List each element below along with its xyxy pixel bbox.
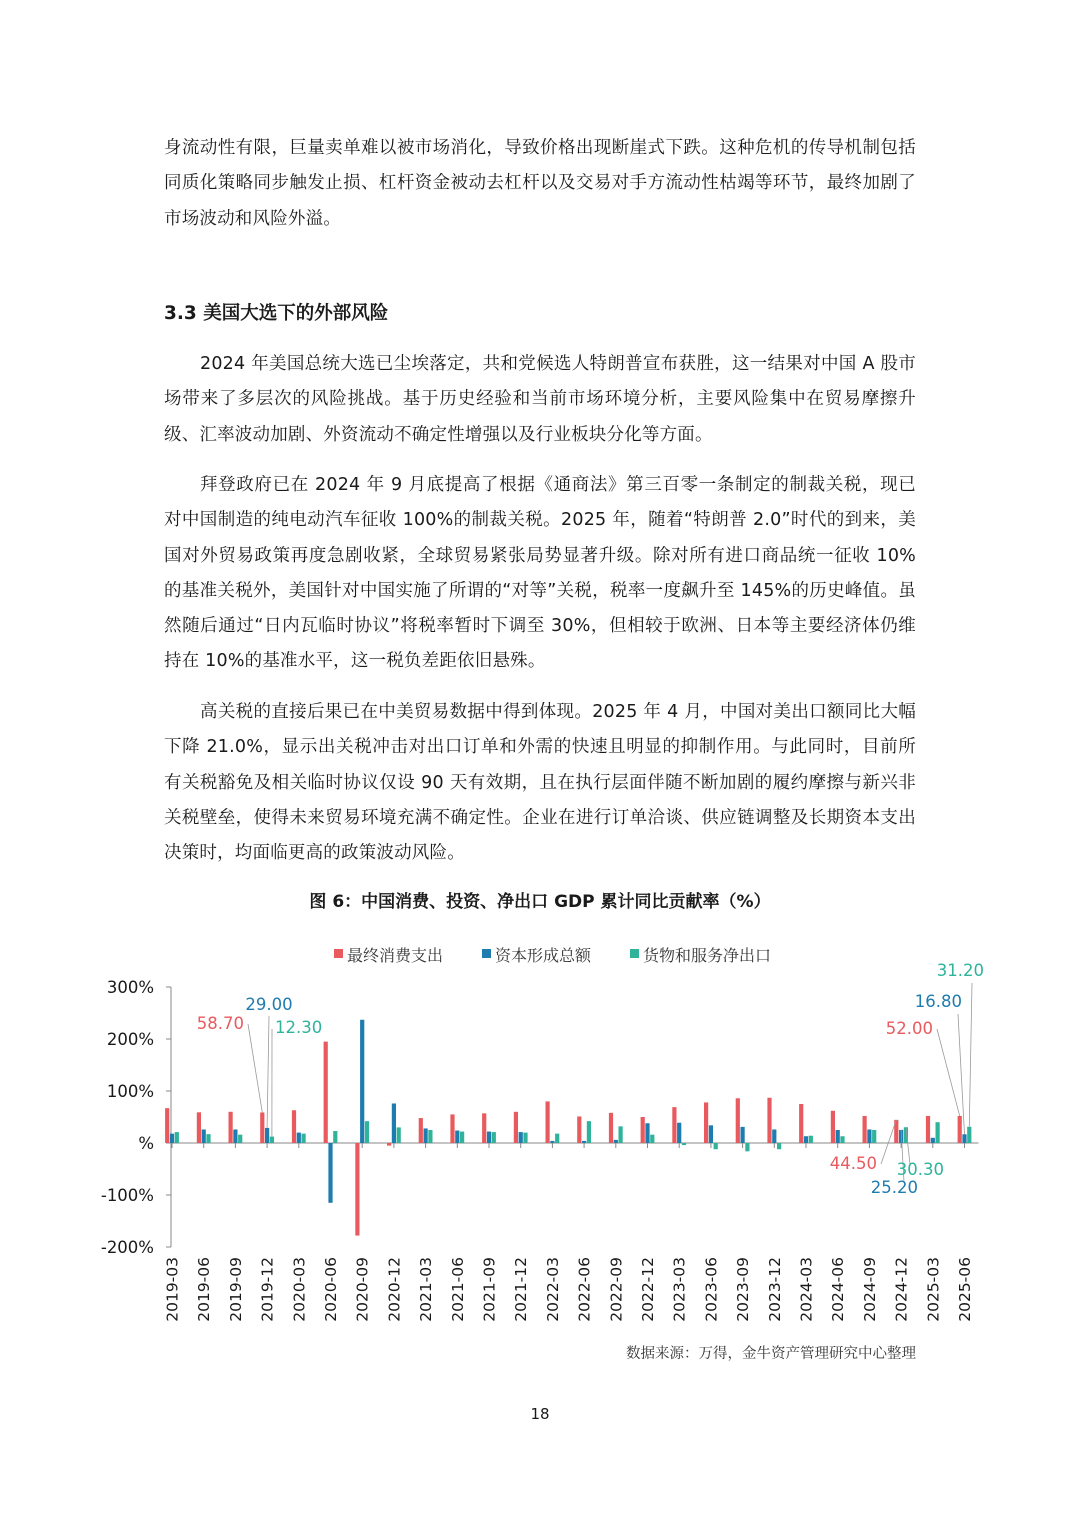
leader-line [937,1029,960,1116]
bar-investment [297,1133,301,1143]
y-tick-label: 200% [106,1030,154,1049]
bar-consumption [197,1112,201,1143]
y-tick-label: 300% [106,978,154,997]
x-tick-label: 2023-06 [702,1257,721,1322]
bar-consumption [863,1116,867,1143]
bar-net-exports [587,1121,591,1143]
bar-net-exports [302,1134,306,1143]
bar-net-exports [714,1143,718,1149]
x-tick-label: 2019-03 [163,1257,182,1322]
x-tick-label: 2020-03 [290,1257,309,1322]
data-label-consumption: 52.00 [885,1019,933,1038]
bar-consumption [229,1112,233,1143]
bar-net-exports [840,1136,844,1143]
x-tick-label: 2021-06 [448,1257,467,1322]
legend-label-net-exports: 货物和服务净出口 [643,946,772,965]
leader-line [969,983,972,1127]
y-tick-label: -100% [100,1186,154,1205]
figure-title: 图 6：中国消费、投资、净出口 GDP 累计同比贡献率（%） [309,892,771,912]
bar-investment [962,1134,966,1143]
bar-investment [709,1125,713,1143]
x-tick-label: 2020-06 [322,1257,340,1322]
bar-investment [487,1132,491,1143]
x-tick-label: 2019-09 [226,1257,245,1322]
data-label-net-exports: 12.30 [275,1018,323,1037]
x-tick-label: 2021-09 [480,1257,499,1322]
data-label-investment: 25.20 [870,1178,918,1197]
y-tick-label: -200% [100,1238,154,1257]
bar-net-exports [967,1127,971,1143]
legend-swatch-investment [482,949,491,958]
bar-net-exports [460,1132,464,1143]
x-tick-label: 2024-12 [892,1257,911,1322]
x-tick-label: 2021-12 [512,1257,531,1322]
bar-net-exports [936,1122,940,1143]
y-tick-label: % [138,1134,154,1153]
x-tick-label: 2022-12 [639,1257,657,1322]
bar-consumption [736,1098,740,1143]
x-tick-label: 2020-09 [353,1257,372,1322]
bar-consumption [324,1042,328,1143]
paragraph-tariffs: 拜登政府已在 2024 年 9 月底提高了根据《通商法》第三百零一条制定的制裁关税，现已对中国制造的纯电动汽车征收 100%的制裁关税。2025 年，随着“特朗普 2.0”时代的到来，美国对外贸易政策再度急剧收紧，全球贸易紧张局势显著升级。除对所有进口商品统一征收 10%的基准关税外，美国针对中国实施了所谓的“对等”关税，税率一度飙升至 145%的历史峰值。虽然随后通过“日内瓦临时协议”将税率暂时下调至 30%，但相较于欧洲、日本等主要经济体仍维持在 10%的基准水平，这一税负差距依旧悬殊。 [164,475,916,672]
bar-consumption [450,1114,454,1143]
bar-consumption [514,1112,518,1143]
bar-net-exports [492,1132,496,1143]
data-label-investment: 29.00 [245,995,293,1014]
bar-consumption [355,1143,359,1236]
bar-consumption [641,1117,645,1143]
bar-net-exports [206,1134,210,1143]
data-label-net-exports: 31.20 [936,961,984,980]
bar-investment [867,1129,871,1143]
x-tick-label: 2022-09 [607,1257,626,1322]
bar-consumption [609,1113,613,1143]
bar-net-exports [650,1135,654,1143]
x-tick-label: 2025-06 [956,1257,974,1322]
bar-net-exports [428,1130,432,1143]
bar-net-exports [175,1132,179,1143]
paragraph-trade-data: 高关税的直接后果已在中美贸易数据中得到体现。2025 年 4 月，中国对美出口额同比大幅下降 21.0%，显示出关税冲击对出口订单和外需的快速且明显的抑制作用。与此同时，目前所有关税豁免及相关临时协议仅设 90 天有效期，且在执行层面伴随不断加剧的履约摩擦与新兴非关税壁垒，使得未来贸易环境充满不确定性。企业在进行订单洽谈、供应链调整及长期资本支出决策时，均面临更高的政策波动风险。 [164,702,916,864]
bar-net-exports [238,1135,242,1143]
x-tick-label: 2024-09 [860,1257,879,1322]
page-number: 18 [530,1405,550,1423]
bar-net-exports [523,1133,527,1143]
bar-consumption [482,1113,486,1143]
bar-investment [328,1143,332,1203]
x-tick-label: 2019-06 [195,1257,214,1322]
data-label-consumption: 44.50 [829,1154,877,1173]
bar-consumption [292,1110,296,1143]
bar-investment [931,1138,935,1143]
x-tick-label: 2023-09 [734,1257,753,1322]
x-tick-label: 2024-03 [797,1257,816,1322]
bar-investment [265,1128,269,1143]
legend-label-investment: 资本形成总额 [495,946,592,965]
y-tick-label: 100% [106,1082,154,1101]
bar-consumption [926,1116,930,1143]
legend-swatch-net-exports [630,949,639,958]
bar-investment [424,1128,428,1143]
x-tick-label: 2025-03 [924,1257,943,1322]
x-tick-label: 2022-03 [543,1257,562,1322]
bar-investment [170,1134,174,1143]
bar-consumption [577,1116,581,1143]
bar-consumption [704,1102,708,1143]
bar-consumption [958,1116,962,1143]
bar-investment [836,1130,840,1143]
bar-investment [645,1123,649,1143]
paragraph-continuation: 身流动性有限，巨量卖单难以被市场消化，导致价格出现断崖式下跌。这种危机的传导机制包括同质化策略同步触发止损、杠杆资金被动去杠杆以及交易对手方流动性枯竭等环节，最终加剧了市场波动和风险外溢。 [164,138,916,229]
data-source: 数据来源：万得，金牛资产管理研究中心整理 [626,1346,916,1362]
x-tick-label: 2023-12 [765,1257,784,1322]
bar-net-exports [270,1137,274,1143]
bar-consumption [831,1111,835,1143]
x-tick-label: 2020-12 [385,1257,404,1322]
bar-investment [455,1131,459,1143]
bar-consumption [419,1118,423,1143]
bar-investment [519,1132,523,1143]
bar-investment [550,1141,554,1143]
bar-net-exports [682,1143,686,1145]
bar-series [165,1020,971,1236]
bar-investment [392,1103,396,1143]
leader-line [248,1024,262,1112]
bar-consumption [672,1107,676,1143]
chart-legend [334,946,771,965]
bar-net-exports [809,1136,813,1143]
x-tick-label: 2022-06 [575,1257,594,1322]
data-label-net-exports: 30.30 [896,1160,944,1179]
bar-consumption [799,1104,803,1143]
leader-line [267,1016,269,1128]
legend-label-consumption: 最终消费支出 [347,946,444,965]
bar-investment [614,1140,618,1143]
paragraph-election: 2024 年美国总统大选已尘埃落定，共和党候选人特朗普宣布获胜，这一结果对中国 A 股市场带来了多层次的风险挑战。基于历史经验和当前市场环境分析，主要风险集中在贸易摩擦升级、汇率波动加剧、外资流动不确定性增强以及行业板块分化等方面。 [164,354,916,445]
data-label-consumption: 58.70 [196,1014,244,1033]
x-tick-label: 2024-06 [829,1257,848,1322]
data-label-investment: 16.80 [914,992,962,1011]
x-tick-label: 2021-03 [417,1257,436,1322]
bar-net-exports [555,1134,559,1143]
bar-investment [741,1127,745,1143]
bar-net-exports [777,1143,781,1149]
bar-investment [202,1129,206,1143]
gdp-contribution-chart [0,930,1080,1340]
legend-swatch-consumption [334,949,343,958]
bar-consumption [260,1112,264,1143]
bar-investment [360,1020,364,1143]
x-tick-label: 2019-12 [258,1257,277,1322]
y-axis [101,978,171,1257]
bar-net-exports [872,1130,876,1143]
bar-consumption [767,1098,771,1143]
bar-investment [772,1129,776,1143]
bar-investment [804,1136,808,1143]
bar-consumption [165,1108,169,1143]
bar-investment [233,1129,237,1143]
bar-net-exports [745,1143,749,1151]
data-label-group [197,961,984,1197]
bar-consumption [546,1101,550,1143]
leader-line [881,1120,896,1164]
bar-net-exports [619,1126,623,1143]
bar-consumption [387,1143,391,1146]
bar-investment [677,1123,681,1143]
bar-net-exports [397,1127,401,1143]
section-heading: 3.3 美国大选下的外部风险 [164,303,389,324]
bar-investment [582,1141,586,1143]
bar-net-exports [333,1131,337,1143]
bar-net-exports [365,1121,369,1143]
x-tick-label: 2023-03 [670,1257,689,1322]
